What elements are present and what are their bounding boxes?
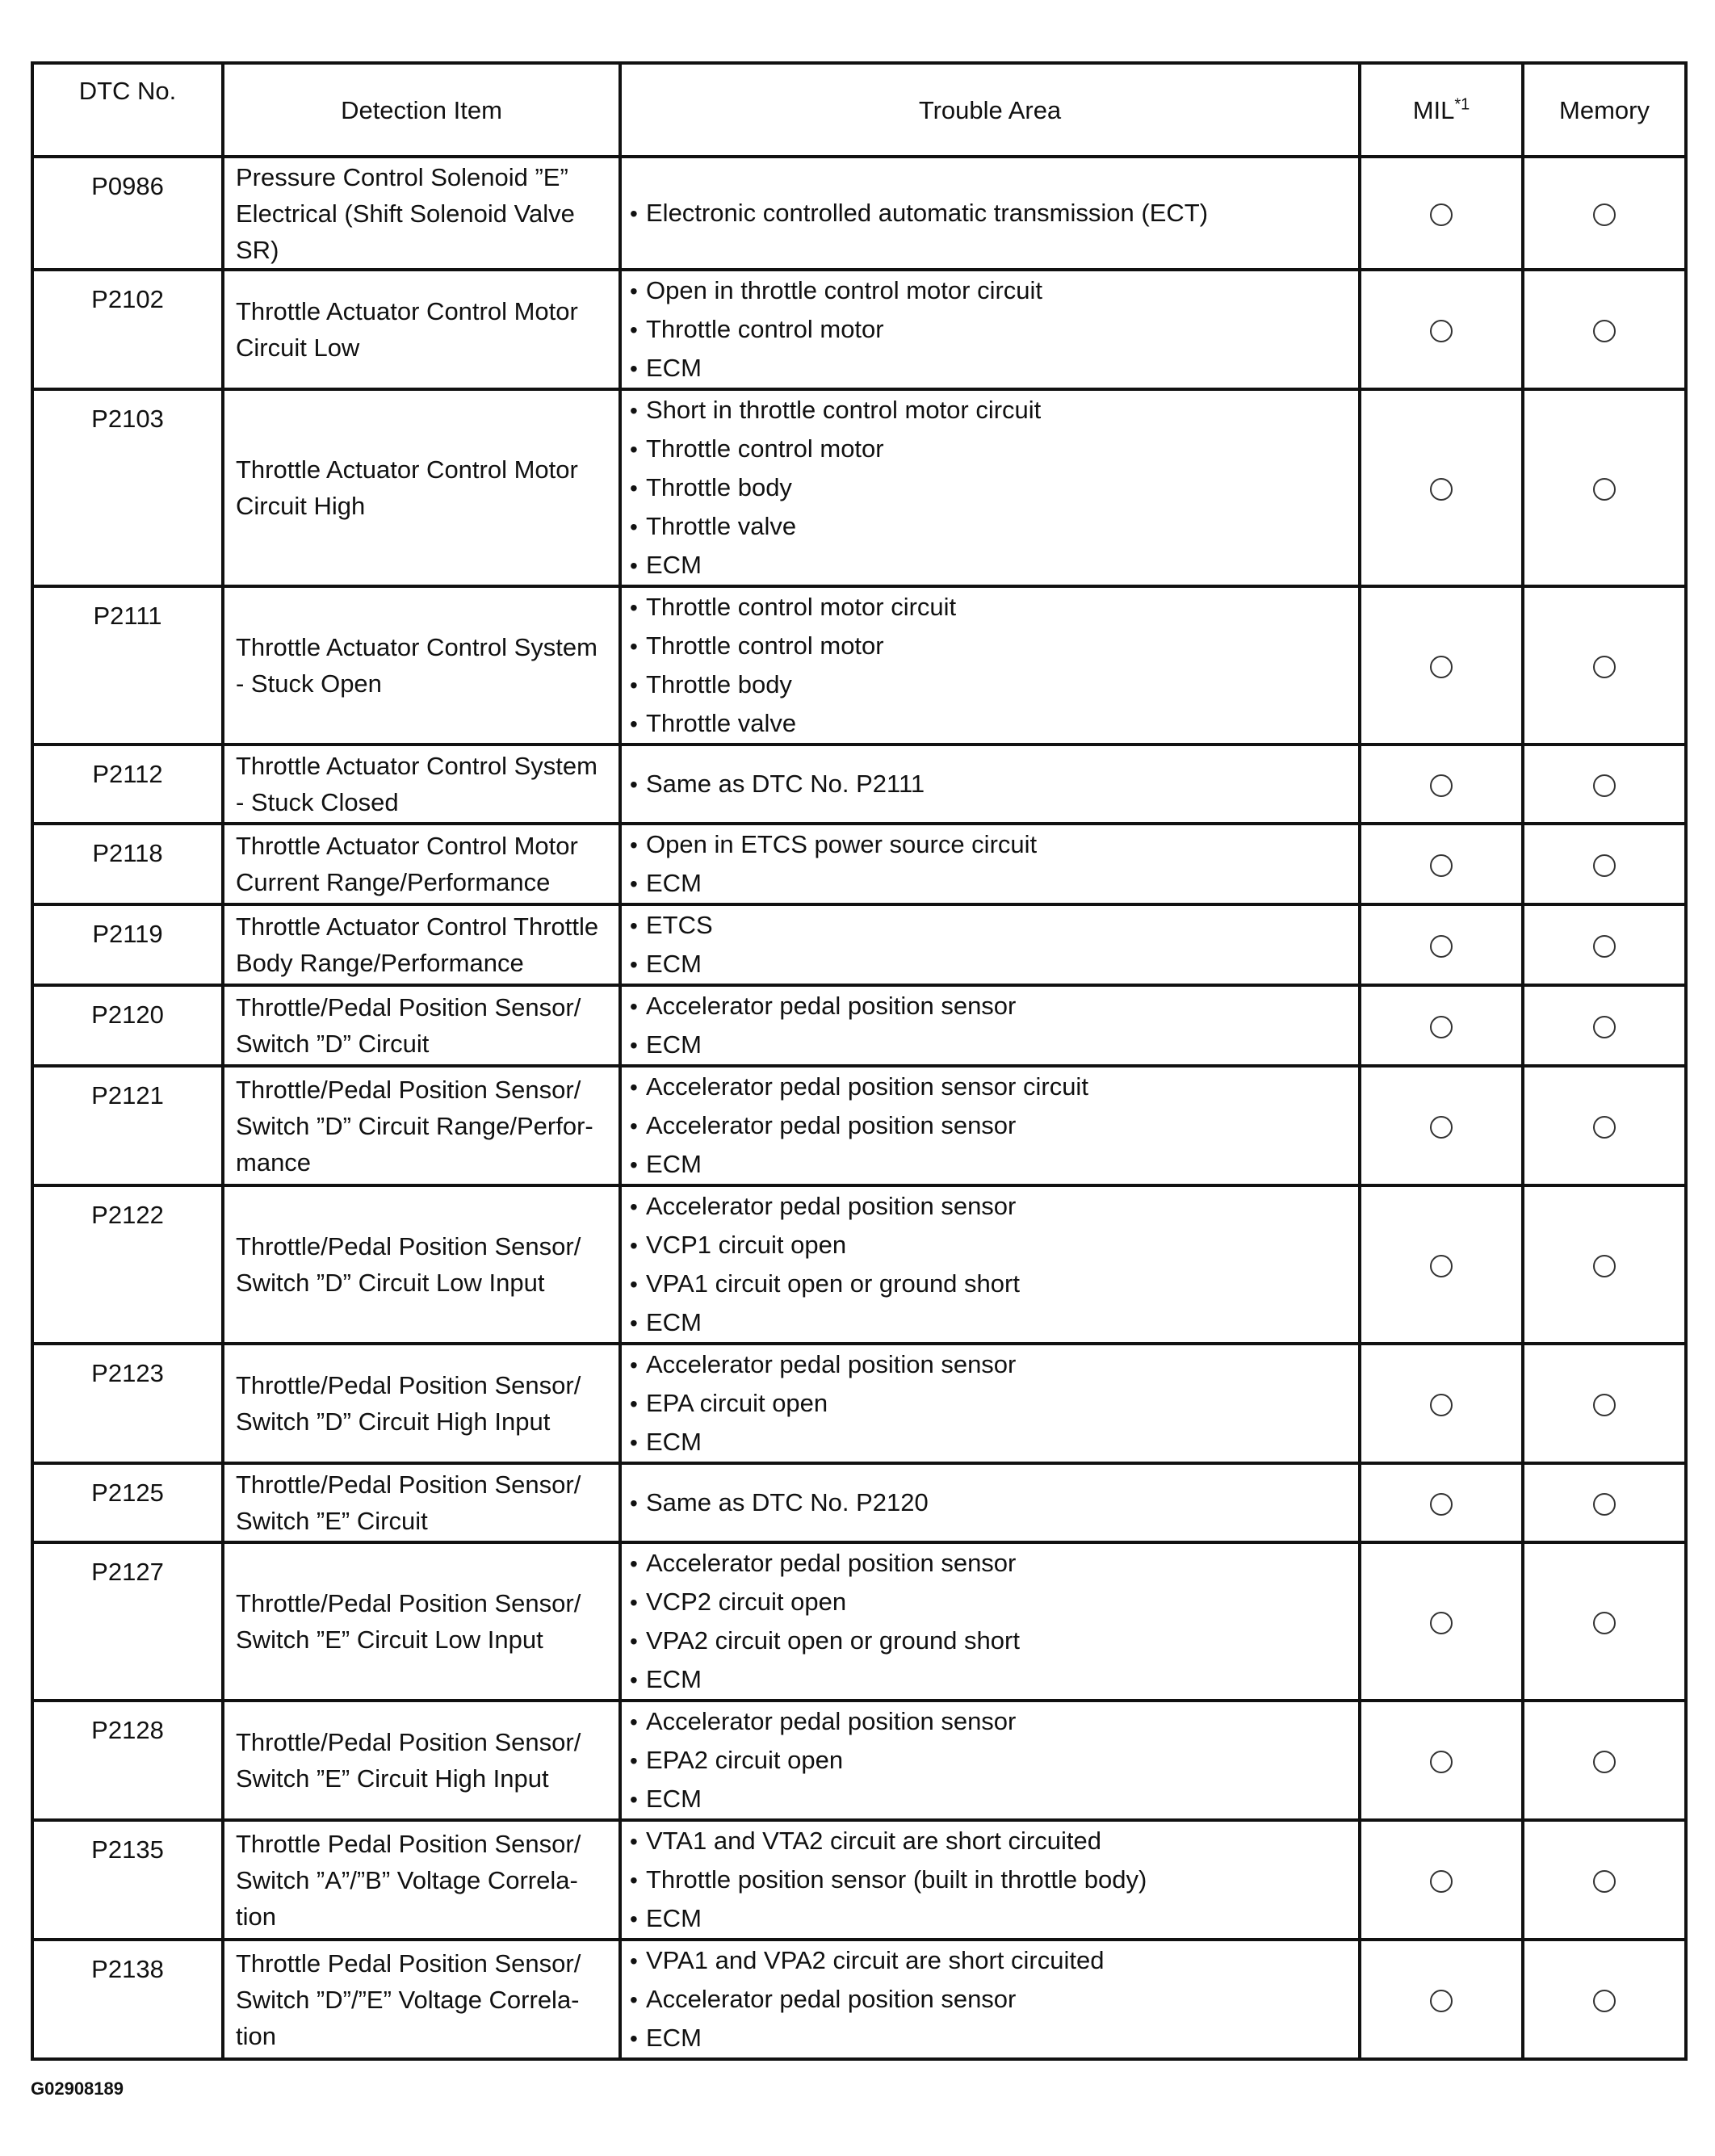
dtc-code: P2123 — [32, 1344, 223, 1463]
mil-circle-icon — [1430, 1870, 1453, 1893]
dtc-code: P2121 — [32, 1066, 223, 1185]
mil-circle-icon — [1430, 203, 1453, 226]
detection-item: Throttle Actuator Control Motor Circuit Low — [223, 270, 620, 389]
mil-cell — [1360, 745, 1523, 824]
detection-item: Throttle/Pedal Position Sensor/ Switch ”E” Circuit High Input — [223, 1701, 620, 1820]
mil-cell — [1360, 1344, 1523, 1463]
memory-circle-icon — [1593, 774, 1616, 797]
detection-item: Throttle Actuator Control Motor Circuit High — [223, 389, 620, 586]
detection-item: Throttle/Pedal Position Sensor/ Switch ”D” Circuit High Input — [223, 1344, 620, 1463]
trouble-area-list — [630, 1822, 1358, 1938]
trouble-area-item: • ECM — [630, 546, 1358, 585]
mil-cell — [1360, 1463, 1523, 1542]
trouble-area-item: • VCP1 circuit open — [630, 1226, 1358, 1265]
memory-circle-icon — [1593, 1751, 1616, 1773]
mil-circle-icon — [1430, 1493, 1453, 1516]
table-row — [32, 1542, 1686, 1701]
memory-cell — [1523, 904, 1686, 985]
mil-cell — [1360, 1940, 1523, 2059]
memory-cell — [1523, 1940, 1686, 2059]
header-dtc-no: DTC No. — [32, 63, 223, 157]
detection-item: Throttle/Pedal Position Sensor/ Switch ”E” Circuit Low Input — [223, 1542, 620, 1701]
figure-id: G02908189 — [31, 2078, 124, 2099]
trouble-area-item: • ECM — [630, 349, 1358, 388]
mil-cell — [1360, 1701, 1523, 1820]
mil-circle-icon — [1430, 1612, 1453, 1634]
trouble-area-item: • Short in throttle control motor circuit — [630, 391, 1358, 430]
header-mil — [1360, 63, 1523, 157]
trouble-area-list — [630, 194, 1358, 233]
detection-item: Throttle Actuator Control Throttle Body Range/Performance — [223, 904, 620, 985]
trouble-area-item: • Accelerator pedal position sensor — [630, 1345, 1358, 1384]
trouble-area-list — [630, 391, 1358, 585]
mil-cell — [1360, 824, 1523, 904]
mil-circle-icon — [1430, 1116, 1453, 1139]
trouble-area-item: • Throttle control motor circuit — [630, 588, 1358, 627]
trouble-area-item: • Accelerator pedal position sensor — [630, 1187, 1358, 1226]
trouble-area-item: • ECM — [630, 945, 1358, 984]
table-row — [32, 1344, 1686, 1463]
trouble-area-list — [630, 588, 1358, 743]
dtc-code: P2111 — [32, 586, 223, 745]
dtc-code: P2135 — [32, 1820, 223, 1940]
dtc-code: P2118 — [32, 824, 223, 904]
trouble-area — [620, 1185, 1360, 1344]
memory-circle-icon — [1593, 1493, 1616, 1516]
dtc-code: P2119 — [32, 904, 223, 985]
table-row — [32, 904, 1686, 985]
memory-circle-icon — [1593, 656, 1616, 678]
mil-cell — [1360, 1066, 1523, 1185]
trouble-area-item: • ECM — [630, 1660, 1358, 1699]
mil-circle-icon — [1430, 1990, 1453, 2012]
trouble-area-item: • Throttle body — [630, 665, 1358, 704]
trouble-area-item: • Throttle valve — [630, 507, 1358, 546]
trouble-area-list — [630, 271, 1358, 388]
trouble-area — [620, 389, 1360, 586]
memory-cell — [1523, 1185, 1686, 1344]
trouble-area-list — [630, 765, 1358, 803]
table-row — [32, 270, 1686, 389]
mil-circle-icon — [1430, 320, 1453, 342]
trouble-area-item: • Throttle body — [630, 468, 1358, 507]
trouble-area-list — [630, 1544, 1358, 1699]
memory-circle-icon — [1593, 203, 1616, 226]
table-row — [32, 745, 1686, 824]
trouble-area-item: • Throttle control motor — [630, 310, 1358, 349]
memory-cell — [1523, 1463, 1686, 1542]
trouble-area — [620, 1066, 1360, 1185]
memory-cell — [1523, 1066, 1686, 1185]
memory-circle-icon — [1593, 1870, 1616, 1893]
trouble-area-item: • Accelerator pedal position sensor circuit — [630, 1068, 1358, 1106]
trouble-area-item: • Throttle valve — [630, 704, 1358, 743]
mil-cell — [1360, 1820, 1523, 1940]
table-row — [32, 824, 1686, 904]
trouble-area-item: • VTA1 and VTA2 circuit are short circuited — [630, 1822, 1358, 1860]
trouble-area-item: • VPA2 circuit open or ground short — [630, 1621, 1358, 1660]
trouble-area-item: • ECM — [630, 1423, 1358, 1462]
header-row — [32, 63, 1686, 157]
memory-circle-icon — [1593, 1016, 1616, 1038]
mil-circle-icon — [1430, 774, 1453, 797]
trouble-area-item: • Open in ETCS power source circuit — [630, 825, 1358, 864]
header-mil-label: MIL — [1412, 95, 1455, 124]
dtc-code: P2103 — [32, 389, 223, 586]
detection-item: Throttle Actuator Control System - Stuck Closed — [223, 745, 620, 824]
dtc-code: P2128 — [32, 1701, 223, 1820]
trouble-area-list — [630, 1187, 1358, 1342]
mil-circle-icon — [1430, 935, 1453, 958]
trouble-area-item: • Same as DTC No. P2111 — [630, 765, 1358, 803]
detection-item: Pressure Control Solenoid ”E” Electrical (Shift Solenoid Valve SR) — [223, 157, 620, 270]
dtc-code: P2138 — [32, 1940, 223, 2059]
mil-circle-icon — [1430, 854, 1453, 877]
header-detection-item: Detection Item — [223, 63, 620, 157]
trouble-area-item: • Accelerator pedal position sensor — [630, 1980, 1358, 2019]
memory-cell — [1523, 1542, 1686, 1701]
table-row — [32, 985, 1686, 1066]
detection-item: Throttle/Pedal Position Sensor/ Switch ”D” Circuit Low Input — [223, 1185, 620, 1344]
trouble-area-item: • Accelerator pedal position sensor — [630, 1544, 1358, 1583]
table-row — [32, 1066, 1686, 1185]
memory-cell — [1523, 270, 1686, 389]
dtc-table — [31, 61, 1688, 2061]
trouble-area-item: • Accelerator pedal position sensor — [630, 1106, 1358, 1145]
trouble-area-item: • ECM — [630, 1899, 1358, 1938]
table-row — [32, 157, 1686, 270]
memory-cell — [1523, 1344, 1686, 1463]
trouble-area — [620, 1820, 1360, 1940]
trouble-area — [620, 904, 1360, 985]
mil-cell — [1360, 157, 1523, 270]
trouble-area-item: • ECM — [630, 1780, 1358, 1818]
trouble-area-item: • VCP2 circuit open — [630, 1583, 1358, 1621]
trouble-area — [620, 824, 1360, 904]
trouble-area — [620, 586, 1360, 745]
mil-cell — [1360, 985, 1523, 1066]
memory-circle-icon — [1593, 1394, 1616, 1416]
trouble-area-list — [630, 1702, 1358, 1818]
memory-cell — [1523, 389, 1686, 586]
mil-circle-icon — [1430, 1255, 1453, 1277]
memory-circle-icon — [1593, 1990, 1616, 2012]
trouble-area-list — [630, 906, 1358, 984]
table-row — [32, 586, 1686, 745]
trouble-area-list — [630, 825, 1358, 903]
trouble-area-item: • ECM — [630, 1026, 1358, 1064]
trouble-area-item: • ECM — [630, 2019, 1358, 2057]
trouble-area — [620, 745, 1360, 824]
mil-cell — [1360, 270, 1523, 389]
dtc-code: P2120 — [32, 985, 223, 1066]
trouble-area-list — [630, 1941, 1358, 2057]
memory-circle-icon — [1593, 854, 1616, 877]
trouble-area — [620, 1463, 1360, 1542]
mil-cell — [1360, 389, 1523, 586]
table-row — [32, 1463, 1686, 1542]
memory-circle-icon — [1593, 1255, 1616, 1277]
trouble-area-item: • EPA circuit open — [630, 1384, 1358, 1423]
mil-cell — [1360, 1542, 1523, 1701]
table-row — [32, 1185, 1686, 1344]
trouble-area-item: • Throttle control motor — [630, 627, 1358, 665]
memory-cell — [1523, 824, 1686, 904]
trouble-area-list — [630, 987, 1358, 1064]
trouble-area-item: • Same as DTC No. P2120 — [630, 1483, 1358, 1522]
dtc-code: P2127 — [32, 1542, 223, 1701]
trouble-area-item: • Open in throttle control motor circuit — [630, 271, 1358, 310]
trouble-area-item: • Accelerator pedal position sensor — [630, 1702, 1358, 1741]
trouble-area — [620, 1542, 1360, 1701]
detection-item: Throttle/Pedal Position Sensor/ Switch ”E” Circuit — [223, 1463, 620, 1542]
header-mil-footnote: *1 — [1454, 95, 1470, 114]
table-row — [32, 1701, 1686, 1820]
trouble-area-item: • Throttle control motor — [630, 430, 1358, 468]
trouble-area-item: • ECM — [630, 864, 1358, 903]
trouble-area — [620, 157, 1360, 270]
memory-cell — [1523, 745, 1686, 824]
dtc-code: P2112 — [32, 745, 223, 824]
trouble-area-item: • ECM — [630, 1145, 1358, 1184]
dtc-code: P2102 — [32, 270, 223, 389]
detection-item: Throttle/Pedal Position Sensor/ Switch ”D” Circuit Range/Perfor- mance — [223, 1066, 620, 1185]
trouble-area-list — [630, 1483, 1358, 1522]
memory-circle-icon — [1593, 935, 1616, 958]
memory-circle-icon — [1593, 478, 1616, 501]
mil-circle-icon — [1430, 1016, 1453, 1038]
trouble-area-item: • VPA1 circuit open or ground short — [630, 1265, 1358, 1303]
header-trouble-area: Trouble Area — [620, 63, 1360, 157]
detection-item: Throttle Actuator Control Motor Current Range/Performance — [223, 824, 620, 904]
mil-cell — [1360, 904, 1523, 985]
memory-circle-icon — [1593, 1612, 1616, 1634]
memory-circle-icon — [1593, 1116, 1616, 1139]
trouble-area-item: • ETCS — [630, 906, 1358, 945]
trouble-area-list — [630, 1068, 1358, 1184]
mil-circle-icon — [1430, 478, 1453, 501]
trouble-area — [620, 1940, 1360, 2059]
memory-cell — [1523, 1820, 1686, 1940]
mil-circle-icon — [1430, 1394, 1453, 1416]
dtc-code: P2122 — [32, 1185, 223, 1344]
trouble-area — [620, 270, 1360, 389]
trouble-area — [620, 985, 1360, 1066]
memory-cell — [1523, 586, 1686, 745]
header-memory: Memory — [1523, 63, 1686, 157]
trouble-area — [620, 1344, 1360, 1463]
mil-cell — [1360, 1185, 1523, 1344]
detection-item: Throttle/Pedal Position Sensor/ Switch ”D” Circuit — [223, 985, 620, 1066]
memory-cell — [1523, 157, 1686, 270]
detection-item: Throttle Pedal Position Sensor/ Switch ”D”/”E” Voltage Correla- tion — [223, 1940, 620, 2059]
detection-item: Throttle Actuator Control System - Stuck Open — [223, 586, 620, 745]
dtc-table-body — [32, 157, 1686, 2059]
trouble-area-item: • Accelerator pedal position sensor — [630, 987, 1358, 1026]
trouble-area-list — [630, 1345, 1358, 1462]
trouble-area-item: • Throttle position sensor (built in throttle body) — [630, 1860, 1358, 1899]
trouble-area-item: • EPA2 circuit open — [630, 1741, 1358, 1780]
mil-cell — [1360, 586, 1523, 745]
mil-circle-icon — [1430, 1751, 1453, 1773]
trouble-area-item: • VPA1 and VPA2 circuit are short circuited — [630, 1941, 1358, 1980]
table-row — [32, 1820, 1686, 1940]
table-row — [32, 1940, 1686, 2059]
memory-cell — [1523, 985, 1686, 1066]
table-row — [32, 389, 1686, 586]
mil-circle-icon — [1430, 656, 1453, 678]
trouble-area-item: • Electronic controlled automatic transmission (ECT) — [630, 194, 1358, 233]
memory-cell — [1523, 1701, 1686, 1820]
memory-circle-icon — [1593, 320, 1616, 342]
trouble-area — [620, 1701, 1360, 1820]
dtc-code: P2125 — [32, 1463, 223, 1542]
detection-item: Throttle Pedal Position Sensor/ Switch ”A”/”B” Voltage Correla- tion — [223, 1820, 620, 1940]
dtc-code: P0986 — [32, 157, 223, 270]
trouble-area-item: • ECM — [630, 1303, 1358, 1342]
